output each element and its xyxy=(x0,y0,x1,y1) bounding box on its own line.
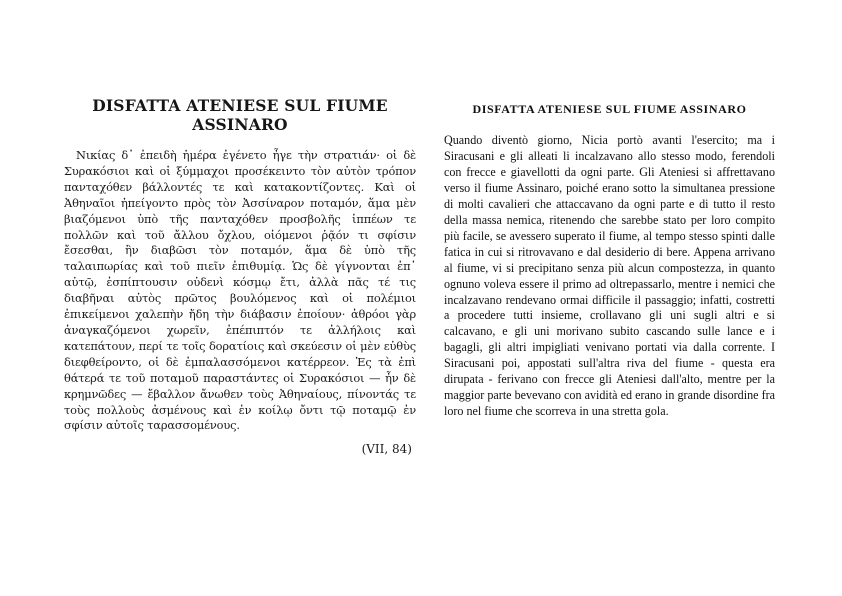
italian-text: Quando diventò giorno, Nicia portò avanti l'esercito; ma i Siracusani e gli alleati li incalzavano allo stesso modo, ferendoli con frecce e giavellotti da ogni parte. Gli Ateniesi si affrettavano verso il fiume Assinaro, poiché erano sotto la simultanea pressione di molti cavalieri che attaccavano da ogni parte e di tutto il resto della massa nemica, ritenendo che sarebbe stato per loro compito più facile, se avessero superato il fiume, al tempo stesso spinti dalle fatica in cui si ritrovavano e dal desiderio di bere. Appena arrivano al fiume, vi si precipitano senza più alcun compostezza, in quanto ognuno voleva essere il primo ad oltrepassarlo, mentre i nemici che incalzavano rendevano ormai difficile il passaggio; infatti, costretti a procedere tutti insieme, crollavano gli uni sugli altri e si calcavano, e gli uni morivano subito cascando sulle lance e i bagagli, gli altri impigliati venivano portati via dalla corrente. I Siracusani poi, appostati sull'altra riva del fiume - questa era dirupata - ferivano con frecce gli Ateniesi dall'alto, mentre per la maggior parte bevevano con avidità ed erano in grande disordine fra loro nel fiume che scorreva in una stretta gola. xyxy=(444,133,775,419)
greek-title: DISFATTA ATENIESE SUL FIUME ASSINARO xyxy=(92,96,388,134)
italian-title: DISFATTA ATENIESE SUL FIUME ASSINARO xyxy=(472,102,747,116)
greek-reference: (VII, 84) xyxy=(361,442,412,457)
italian-column xyxy=(444,102,775,420)
greek-column xyxy=(64,96,416,456)
greek-text: Νικίας δ᾽ ἐπειδὴ ἡμέρα ἐγένετο ἦγε τὴν στρατιάν· οἱ δὲ Συρακόσιοι καὶ οἱ ξύμμαχοι προσέκειντο τὸν αὐτὸν τρόπον πανταχόθεν βάλλοντές τε καὶ κατακοντίζοντες. Καὶ οἱ Ἀθηναῖοι ἠπείγοντο πρὸς τὸν Ἀσσίναρον ποταμόν, ἅμα μὲν βιαζόμενοι ὑπὸ τῆς πανταχόθεν προσβολῆς ἱππέων τε πολλῶν καὶ τοῦ ἄλλου ὄχλου, οἰόμενοι ῥᾷόν τι σφίσιν ἔσεσθαι, ἢν διαβῶσι τὸν ποταμόν, ἅμα δὲ ὑπὸ τῆς ταλαιπωρίας καὶ τοῦ πιεῖν ἐπιθυμίᾳ. Ὡς δὲ γίγνονται ἐπ᾽ αὐτῷ, ἐσπίπτουσιν οὐδενὶ κόσμῳ ἔτι, ἀλλὰ πᾶς τέ τις διαβῆναι αὐτὸς πρῶτος βουλόμενος καὶ οἱ πολέμιοι ἐπικείμενοι χαλεπὴν ἤδη τὴν διάβασιν ἐποίουν· ἀθρόοι γὰρ ἀναγκαζόμενοι χωρεῖν, ἐπέπιπτόν τε ἀλλήλοις καὶ κατεπάτουν, περί τε τοῖς δορατίοις καὶ σκεύεσιν οἱ μὲν εὐθὺς διεφθείροντο, οἱ δὲ ἐμπαλασσόμενοι κατέρρεον. Ἐς τὰ ἐπὶ θάτερά τε τοῦ ποταμοῦ παραστάντες οἱ Συρακόσιοι — ἦν δὲ κρημνῶδες — ἔβαλλον ἄνωθεν τοὺς Ἀθηναίους, πίνοντάς τε τοὺς πολλοὺς ἀσμένους καὶ ἐν κοίλῳ ὄντι τῷ ποταμῷ ἐν σφίσιν αὐτοῖς ταρασσομένους. xyxy=(64,148,416,433)
